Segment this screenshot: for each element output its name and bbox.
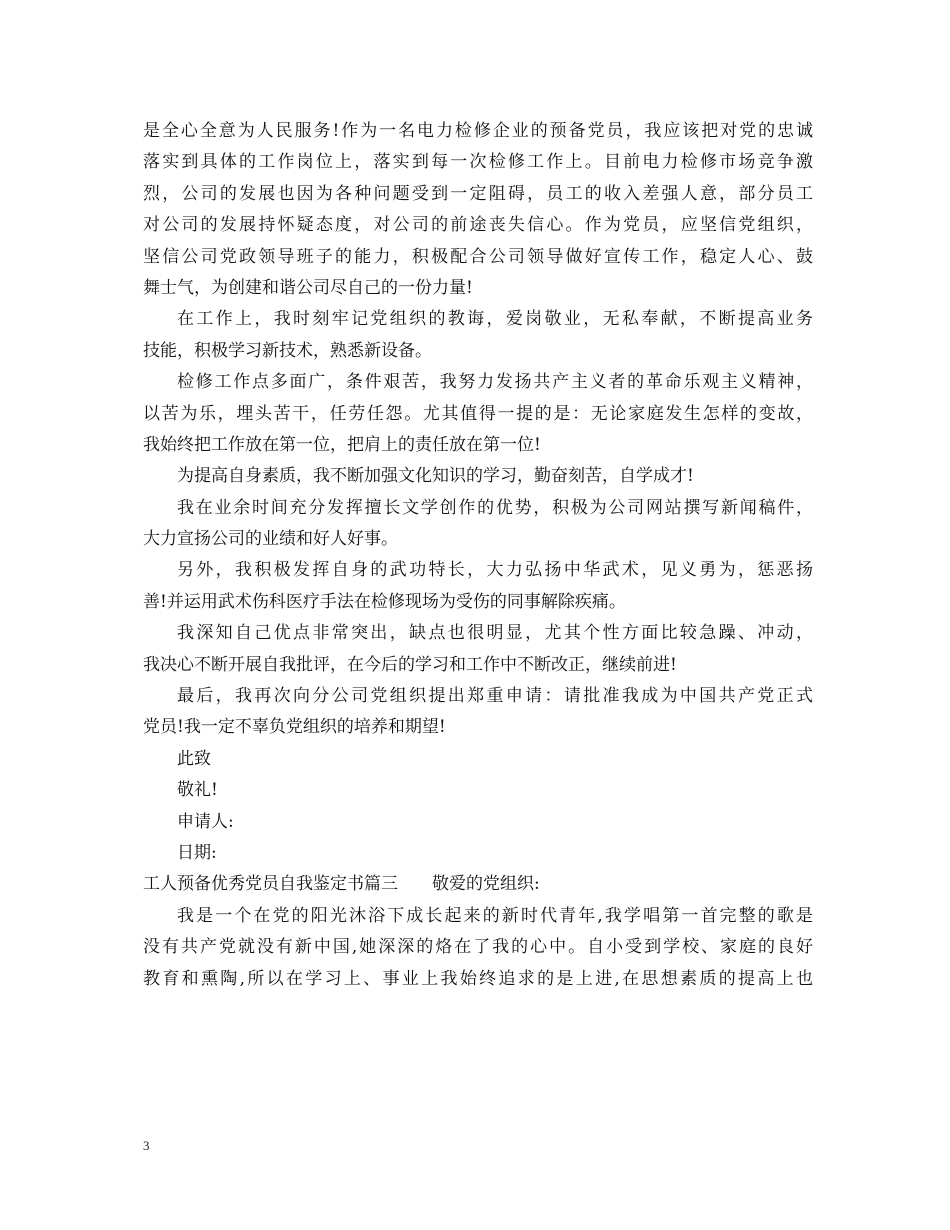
text-line: 烈，公司的发展也因为各种问题受到一定阻碍，员工的收入差强人意，部分员工 xyxy=(143,183,813,204)
closing-greeting: 敬礼! xyxy=(177,780,218,801)
text-line: 坚信公司党政领导班子的能力，积极配合公司领导做好宣传工作，稳定人心、鼓 xyxy=(143,246,813,267)
paragraph-start-line: 另外，我积极发挥自身的武功特长，大力弘扬中华武术，见义勇为，惩恶扬 xyxy=(177,560,813,581)
text-line: 技能，积极学习新技术，熟悉新设备。 xyxy=(143,340,432,361)
section-heading: 工人预备优秀党员自我鉴定书篇三 敬爱的党组织: xyxy=(143,874,540,895)
text-line: 是全心全意为人民服务!作为一名电力检修企业的预备党员，我应该把对党的忠诚 xyxy=(143,121,813,141)
text-line: 落实到具体的工作岗位上，落实到每一次检修工作上。目前电力检修市场竞争激 xyxy=(143,152,813,173)
text-line: 大力宣扬公司的业绩和好人好事。 xyxy=(143,529,398,550)
text-line: 善!并运用武术伤科医疗手法在检修现场为受伤的同事解除疾痛。 xyxy=(143,591,626,612)
text-line: 舞士气，为创建和谐公司尽自己的一份力量! xyxy=(143,277,473,298)
paragraph-start-line: 最后，我再次向分公司党组织提出郑重申请：请批准我成为中国共产党正式 xyxy=(177,686,813,707)
text-line: 对公司的发展持怀疑态度，对公司的前途丧失信心。作为党员，应坚信党组织， xyxy=(143,215,813,236)
text-line: 以苦为乐，埋头苦干，任劳任怨。尤其值得一提的是：无论家庭发生怎样的变故， xyxy=(143,403,813,424)
paragraph-start-line: 我是一个在党的阳光沐浴下成长起来的新时代青年,我学唱第一首完整的歌是 xyxy=(177,905,813,926)
paragraph-start-line: 我深知自己优点非常突出，缺点也很明显，尤其个性方面比较急躁、冲动， xyxy=(177,623,813,644)
date-label: 日期: xyxy=(177,842,217,863)
text-line: 党员!我一定不辜负党组织的培养和期望! xyxy=(143,717,446,738)
paragraph-start-line: 我在业余时间充分发挥擅长文学创作的优势，积极为公司网站撰写新闻稿件， xyxy=(177,497,813,518)
closing-salutation: 此致 xyxy=(177,748,211,769)
paragraph-start-line: 在工作上，我时刻牢记党组织的教诲，爱岗敬业，无私奉献，不断提高业务 xyxy=(177,309,813,330)
text-line: 没有共产党就没有新中国,她深深的烙在了我的心中。自小受到学校、家庭的良好 xyxy=(143,937,813,958)
paragraph-start-line: 为提高自身素质，我不断加强文化知识的学习，勤奋刻苦，自学成才! xyxy=(177,466,694,487)
page-number: 3 xyxy=(143,1138,150,1153)
text-line: 我决心不断开展自我批评，在今后的学习和工作中不断改正，继续前进! xyxy=(143,654,677,675)
text-line: 我始终把工作放在第一位，把肩上的责任放在第一位! xyxy=(143,434,541,455)
paragraph-start-line: 检修工作点多面广，条件艰苦，我努力发扬共产主义者的革命乐观主义精神， xyxy=(177,372,813,393)
applicant-label: 申请人: xyxy=(177,811,234,832)
document-body xyxy=(143,116,813,995)
text-line: 教育和熏陶,所以在学习上、事业上我始终追求的是上进,在思想素质的提高上也 xyxy=(143,968,813,989)
